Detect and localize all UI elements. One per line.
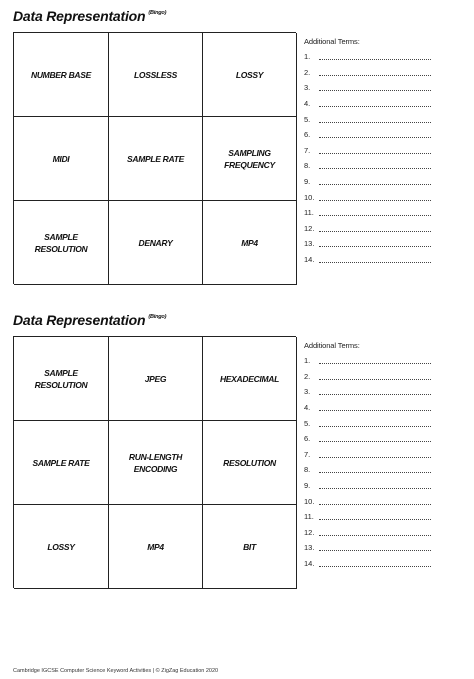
term-number: 6. xyxy=(304,130,311,140)
term-number: 8. xyxy=(304,465,311,475)
term-line xyxy=(304,353,444,369)
card-title: Data Representation $^{(Bingo)}$ xyxy=(13,312,167,328)
term-number: 11. xyxy=(304,512,314,522)
term-answer-line[interactable] xyxy=(319,147,431,154)
bingo-cell: HEXADECIMAL xyxy=(203,337,297,421)
bingo-cell: BIT xyxy=(203,505,297,589)
term-answer-line[interactable] xyxy=(319,162,431,169)
term-answer-line[interactable] xyxy=(319,53,431,60)
term-answer-line[interactable] xyxy=(319,131,431,138)
term-answer-line[interactable] xyxy=(319,560,431,567)
term-line xyxy=(304,400,444,416)
term-line xyxy=(304,127,444,143)
term-answer-line[interactable] xyxy=(319,178,431,185)
term-line xyxy=(304,174,444,190)
term-answer-line[interactable] xyxy=(319,435,431,442)
term-number: 9. xyxy=(304,481,311,491)
term-answer-line[interactable] xyxy=(319,498,431,505)
page-footer: Cambridge IGCSE Computer Science Keyword Activities | © ZigZag Education 2020 xyxy=(13,668,219,674)
term-number: 12. xyxy=(304,527,315,537)
term-line xyxy=(304,143,444,159)
card-title-tag: (Bingo) xyxy=(148,314,167,320)
term-number: 3. xyxy=(304,387,311,397)
term-line xyxy=(304,556,444,572)
term-number: 7. xyxy=(304,449,311,459)
card-title-tag: (Bingo) xyxy=(148,10,167,16)
term-answer-line[interactable] xyxy=(319,388,431,395)
term-answer-line[interactable] xyxy=(319,451,431,458)
term-number: 4. xyxy=(304,403,311,413)
term-answer-line[interactable] xyxy=(319,357,431,364)
term-answer-line[interactable] xyxy=(319,373,431,380)
term-line xyxy=(304,478,444,494)
card-title: Data Representation $^{(Bingo)}$ xyxy=(13,8,167,24)
term-number: 13. xyxy=(304,543,315,553)
term-line xyxy=(304,462,444,478)
bingo-cell: JPEG xyxy=(109,337,203,421)
term-line xyxy=(304,525,444,541)
additional-terms-heading: Additional Terms: xyxy=(304,341,360,350)
term-number: 9. xyxy=(304,177,311,187)
term-line xyxy=(304,158,444,174)
term-answer-line[interactable] xyxy=(319,194,431,201)
bingo-cell: SAMPLE RATE xyxy=(14,421,109,505)
term-answer-line[interactable] xyxy=(319,466,431,473)
additional-terms xyxy=(304,36,444,267)
term-number: 14. xyxy=(304,255,315,265)
bingo-cell: MIDI xyxy=(14,117,109,201)
term-answer-line[interactable] xyxy=(319,116,431,123)
term-answer-line[interactable] xyxy=(319,529,431,536)
term-line xyxy=(304,447,444,463)
term-number: 13. xyxy=(304,239,315,249)
term-answer-line[interactable] xyxy=(319,420,431,427)
bingo-cell: LOSSY xyxy=(14,505,109,589)
term-answer-line[interactable] xyxy=(319,69,431,76)
term-answer-line[interactable] xyxy=(319,100,431,107)
term-line xyxy=(304,415,444,431)
bingo-grid xyxy=(13,336,296,588)
term-number: 6. xyxy=(304,434,311,444)
bingo-cell: RESOLUTION xyxy=(203,421,297,505)
bingo-cell: NUMBER BASE xyxy=(14,33,109,117)
term-number: 12. xyxy=(304,223,315,233)
bingo-cell: LOSSY xyxy=(203,33,297,117)
term-line xyxy=(304,49,444,65)
term-number: 11. xyxy=(304,208,314,218)
term-number: 2. xyxy=(304,371,311,381)
term-number: 14. xyxy=(304,559,315,569)
additional-terms-heading: Additional Terms: xyxy=(304,37,360,46)
term-number: 7. xyxy=(304,145,311,155)
term-number: 1. xyxy=(304,356,311,366)
term-line xyxy=(304,509,444,525)
term-line xyxy=(304,111,444,127)
term-line xyxy=(304,252,444,268)
term-answer-line[interactable] xyxy=(319,513,431,520)
term-line xyxy=(304,221,444,237)
bingo-grid xyxy=(13,32,296,284)
bingo-cell: SAMPLE RESOLUTION xyxy=(14,201,109,285)
term-number: 4. xyxy=(304,99,311,109)
term-answer-line[interactable] xyxy=(319,256,431,263)
bingo-cell: MP4 xyxy=(109,505,203,589)
additional-terms xyxy=(304,340,444,571)
bingo-cell: DENARY xyxy=(109,201,203,285)
bingo-cell: SAMPLE RESOLUTION xyxy=(14,337,109,421)
bingo-cell: SAMPLE RATE xyxy=(109,117,203,201)
term-number: 10. xyxy=(304,192,315,202)
term-answer-line[interactable] xyxy=(319,544,431,551)
bingo-cell: RUN-LENGTH ENCODING xyxy=(109,421,203,505)
term-line xyxy=(304,189,444,205)
term-line xyxy=(304,540,444,556)
term-line xyxy=(304,493,444,509)
term-number: 5. xyxy=(304,114,311,124)
bingo-cell: MP4 xyxy=(203,201,297,285)
term-number: 3. xyxy=(304,83,311,93)
term-line xyxy=(304,65,444,81)
term-line xyxy=(304,384,444,400)
term-answer-line[interactable] xyxy=(319,240,431,247)
term-answer-line[interactable] xyxy=(319,404,431,411)
term-line xyxy=(304,80,444,96)
term-line xyxy=(304,236,444,252)
term-number: 5. xyxy=(304,418,311,428)
term-answer-line[interactable] xyxy=(319,225,431,232)
term-line xyxy=(304,431,444,447)
term-answer-line[interactable] xyxy=(319,209,431,216)
term-answer-line[interactable] xyxy=(319,482,431,489)
term-line xyxy=(304,205,444,221)
term-line xyxy=(304,369,444,385)
term-number: 8. xyxy=(304,161,311,171)
term-number: 1. xyxy=(304,52,311,62)
term-line xyxy=(304,96,444,112)
bingo-cell: SAMPLING FREQUENCY xyxy=(203,117,297,201)
term-answer-line[interactable] xyxy=(319,84,431,91)
term-number: 10. xyxy=(304,496,315,506)
bingo-cell: LOSSLESS xyxy=(109,33,203,117)
term-number: 2. xyxy=(304,67,311,77)
